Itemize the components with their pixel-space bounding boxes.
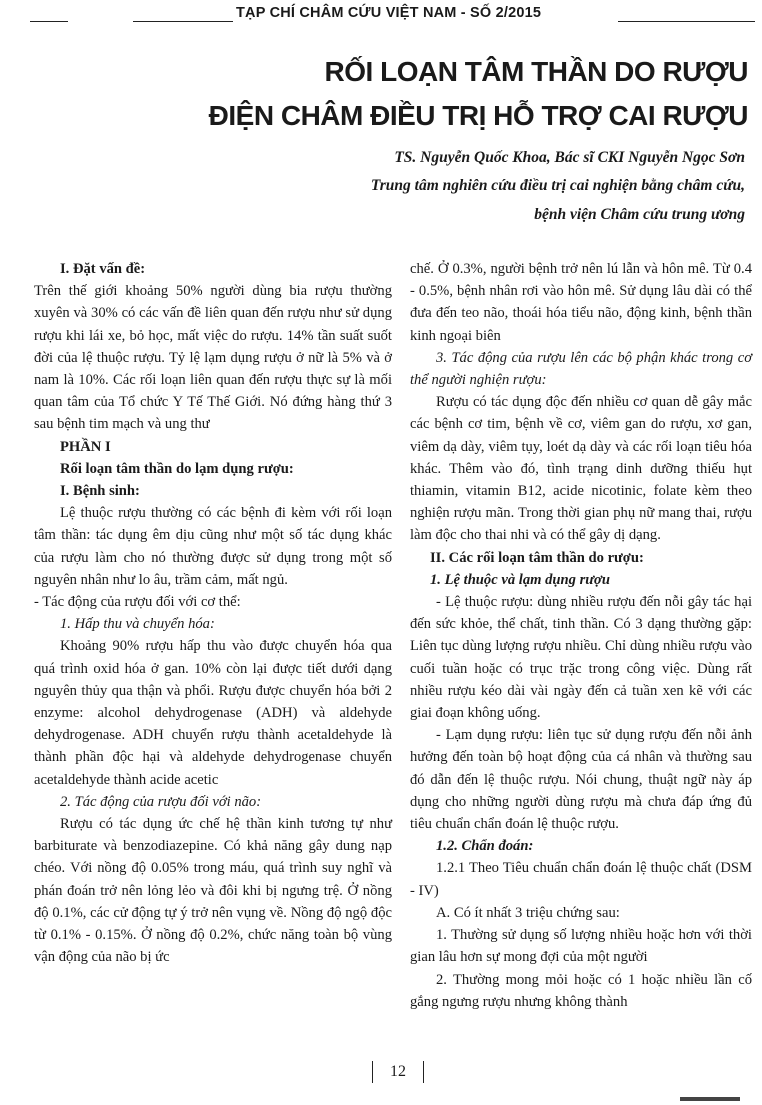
- right-column: [410, 258, 752, 1013]
- left-column: [34, 258, 392, 969]
- page-number: 12: [372, 1061, 424, 1083]
- subheading-organs: 3. Tác động của rượu lên các bộ phận khác trong cơ thể người nghiện rượu:: [410, 349, 752, 389]
- paragraph-brain: Rượu có tác dụng ức chế hệ thần kinh tương tự như barbiturate và benzodiazepine. Có khả năng gây dung nạp chéo. Với nồng độ 0.05% trong máu, quá trình suy nghĩ và phán đoán trở nên lỏng lẻo và đôi khi bị ngưng trệ. Ở nồng độ 0.1%, các cử động tự ý trở nên vụng về. Nồng độ ngộ độc từ 0.1% - 0.15%. Ở nồng độ 0.2%, chức năng toàn bộ vùng vận động của não bị ức: [34, 816, 392, 966]
- paragraph-absorption: Khoảng 90% rượu hấp thu vào được chuyển hóa qua quá trình oxid hóa ở gan. 10% còn lại được tiết dưới dạng nguyên thủy qua thận và phổi. Rượu được chuyển hóa bởi 2 enzyme: alcohol dehydrogenase (ADH) và aldehyde dehydrogenase. ADH chuyển rượu thành acetaldehyde là thành phần độc hại và aldehyde dehydrogenase chuyển acetaldehyde thành acide acetic: [34, 638, 392, 788]
- affiliation-line-2: bệnh viện Châm cứu trung ương: [534, 206, 745, 223]
- part-title: Rối loạn tâm thần do lạm dụng rượu:: [60, 460, 294, 477]
- affiliation-line-1: Trung tâm nghiên cứu điều trị cai nghiện bằng châm cứu,: [370, 177, 745, 194]
- criterion-2: 2. Thường mong mỏi hoặc có 1 hoặc nhiều lần cố gắng ngưng rượu nhưng không thành: [410, 971, 752, 1010]
- paragraph-pathogenesis: Lệ thuộc rượu thường có các bệnh đi kèm với rối loạn tâm thần: tác dụng êm dịu cũng như một số tác dụng khác của rượu làm cho nó thường được sử dụng trong một số nguyên nhân như lo âu, trầm cảm, mất ngủ.: [34, 505, 392, 588]
- paragraph-organs: Rượu có tác dụng độc đến nhiều cơ quan dễ gây mắc các bệnh cơ tim, bệnh về cơ, viêm gan do rượu, xơ gan, viêm dạ dày, viêm tụy, loét dạ dày và các rối loạn tiêu hóa khác. Thêm vào đó, tình trạng dinh dưỡng thiếu hụt thiamin, vitamin B12, acide nicotinic, folate kèm theo nghiện rượu mãn. Trong thời gian phụ nữ mang thai, rượu làm độc cho thai nhi và có thể gây dị dạng.: [410, 394, 752, 544]
- subheading-absorption: 1. Hấp thu và chuyển hóa:: [60, 616, 215, 633]
- header-rule-right: [618, 21, 755, 22]
- subheading-dependence: 1. Lệ thuộc và lạm dụng rượu: [430, 571, 610, 588]
- paragraph-abuse: - Lạm dụng rượu: liên tục sử dụng rượu đến nỗi ảnh hưởng đến toàn bộ hoạt động của cá nhân và thường sau đó dẫn đến lệ thuộc rượu. Nói chung, thuật ngữ này áp dụng cho những người dùng rượu mà chưa đáp ứng đủ tiêu chuẩn chẩn đoán lệ thuộc rượu.: [410, 727, 752, 833]
- paragraph-dependence: - Lệ thuộc rượu: dùng nhiều rượu đến nỗi gây tác hại đến sức khỏe, thể chất, tinh thần. Có 3 dạng thường gặp: Liên tục dùng lượng rượu nhiều. Chỉ dùng nhiều rượu vào cuối tuần hoặc có trục trặc trong công việc. Dùng rất nhiều rượu kéo dài vài ngày đến cả tuần xen kẽ với các giai đoạn không uống.: [410, 594, 752, 722]
- scan-artifact-mark: [680, 1097, 740, 1101]
- subheading-diagnosis: 1.2. Chẩn đoán:: [436, 838, 534, 855]
- section-heading-intro: I. Đặt vấn đề:: [60, 261, 146, 277]
- paragraph-dsm: 1.2.1 Theo Tiêu chuẩn chẩn đoán lệ thuộc chất (DSM - IV): [410, 860, 752, 899]
- journal-title: TẠP CHÍ CHÂM CỨU VIỆT NAM - SỐ 2/2015: [236, 5, 542, 21]
- section-heading-pathogenesis: I. Bệnh sinh:: [60, 483, 140, 500]
- paragraph-intro: Trên thế giới khoảng 50% người dùng bia rượu thường xuyên và 30% có các vấn đề liên quan đến rượu như sử dụng rượu khi lái xe, bỏ học, mất việc do rượu. 14% tần suất suốt đời của lệ thuộc rượu. Tỷ lệ lạm dụng rượu ở nữ là 5% và ở nam là 10%. Các rối loạn liên quan đến rượu thực sự là mối quan tâm của Tổ chức Y Tế Thế Giới. Nó đứng hàng thứ 3 sau bệnh tim mạch và ung thư: [34, 283, 392, 433]
- header-rule-left: [30, 21, 68, 22]
- article-title-line-2: ĐIỆN CHÂM ĐIỀU TRỊ HỖ TRỢ CAI RƯỢU: [208, 100, 748, 131]
- paragraph-brain-continued: chế. Ở 0.3%, người bệnh trở nên lú lẫn và hôn mê. Từ 0.4 - 0.5%, bệnh nhân rơi vào hôn mê. Sử dụng lâu dài có thể đưa đến teo não, thoái hóa tiểu não, động kinh, bệnh thần kinh ngoại biên: [410, 261, 752, 344]
- article-title-line-1: RỐI LOẠN TÂM THẦN DO RƯỢU: [324, 56, 748, 87]
- paragraph-effects-intro: - Tác động của rượu đối với cơ thể:: [34, 594, 241, 611]
- part-heading: PHẦN I: [60, 438, 111, 455]
- article-authors: TS. Nguyễn Quốc Khoa, Bác sĩ CKI Nguyễn Ngọc Sơn: [394, 149, 745, 166]
- paragraph-criteria: A. Có ít nhất 3 triệu chứng sau:: [436, 904, 620, 921]
- journal-header: [30, 4, 755, 28]
- criterion-1: 1. Thường sử dụng số lượng nhiều hoặc hơn với thời gian lâu hơn sự mong đợi của một người: [410, 927, 752, 966]
- header-rule-middle: [133, 21, 233, 22]
- section-heading-disorders: II. Các rối loạn tâm thần do rượu:: [430, 549, 644, 566]
- subheading-brain: 2. Tác động của rượu đối với não:: [60, 793, 262, 810]
